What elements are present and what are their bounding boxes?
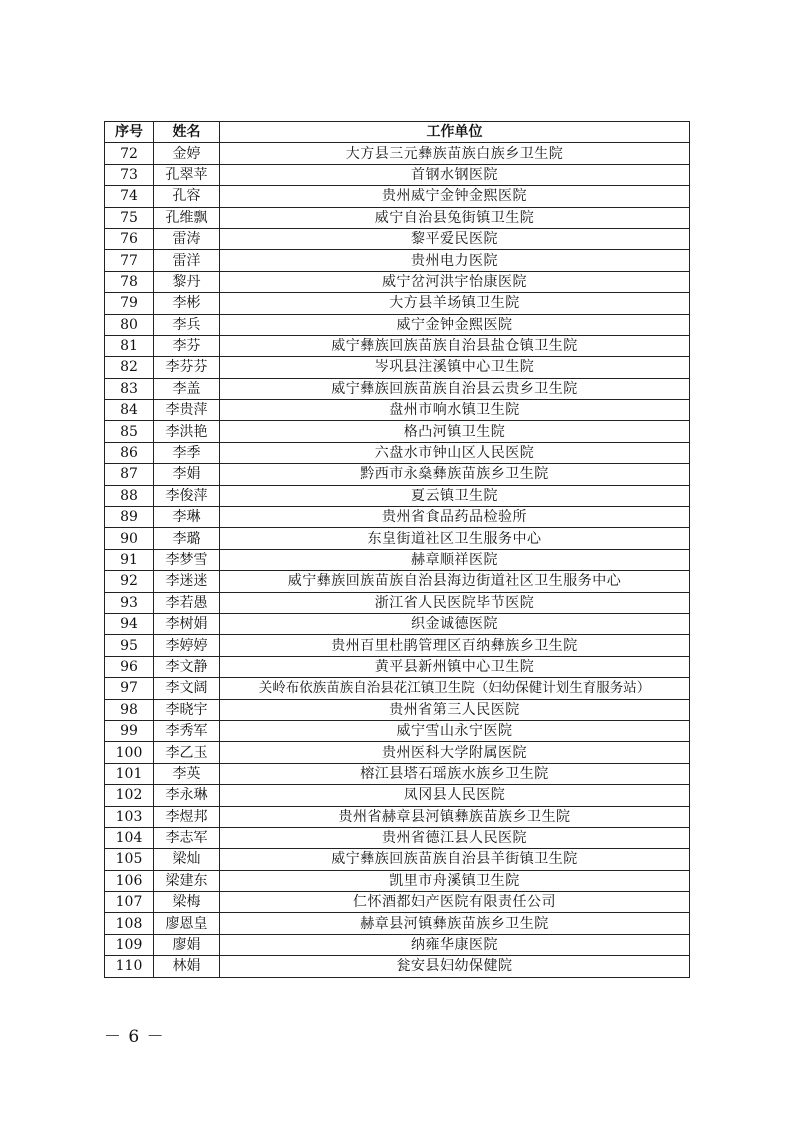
table-row: [105, 400, 690, 421]
row-work-unit: 格凸河镇卫生院: [220, 421, 690, 442]
row-work-unit: 赫章县河镇彝族苗族乡卫生院: [220, 913, 690, 934]
row-work-unit: 威宁彝族回族苗族自治县云贵乡卫生院: [220, 378, 690, 399]
row-name: 孔翠苹: [154, 164, 220, 185]
table-row: [105, 186, 690, 207]
row-name: 李婷婷: [154, 635, 220, 656]
row-name: 李永琳: [154, 785, 220, 806]
row-serial-number: 108: [105, 913, 154, 934]
table-row: [105, 699, 690, 720]
row-work-unit: 浙江省人民医院毕节医院: [220, 592, 690, 613]
header-row: [105, 122, 690, 143]
row-work-unit: 贵州威宁金钟金熙医院: [220, 186, 690, 207]
row-serial-number: 93: [105, 592, 154, 613]
row-work-unit: 首钢水钢医院: [220, 164, 690, 185]
row-name: 李兵: [154, 314, 220, 335]
table-row: [105, 592, 690, 613]
row-work-unit: 黄平县新州镇中心卫生院: [220, 656, 690, 677]
row-work-unit: 威宁彝族回族苗族自治县盐仓镇卫生院: [220, 335, 690, 356]
row-work-unit: 贵州省食品药品检验所: [220, 507, 690, 528]
row-serial-number: 96: [105, 656, 154, 677]
row-serial-number: 78: [105, 271, 154, 292]
row-name: 李盖: [154, 378, 220, 399]
row-name: 李娟: [154, 464, 220, 485]
row-name: 李芬: [154, 335, 220, 356]
row-serial-number: 104: [105, 827, 154, 848]
row-work-unit: 六盘水市钟山区人民医院: [220, 442, 690, 463]
row-work-unit: 凯里市舟溪镇卫生院: [220, 870, 690, 891]
table-row: [105, 485, 690, 506]
row-name: 李煜邦: [154, 806, 220, 827]
row-work-unit: 夏云镇卫生院: [220, 485, 690, 506]
table-row: [105, 335, 690, 356]
row-work-unit: 黎平爱民医院: [220, 228, 690, 249]
row-work-unit: 岑巩县注溪镇中心卫生院: [220, 357, 690, 378]
table-row: [105, 806, 690, 827]
row-name: 李洪艳: [154, 421, 220, 442]
page-number: － 6 －: [104, 1027, 165, 1047]
row-name: 李璐: [154, 528, 220, 549]
row-serial-number: 105: [105, 849, 154, 870]
table-row: [105, 378, 690, 399]
row-work-unit: 凤冈县人民医院: [220, 785, 690, 806]
row-name: 李俊萍: [154, 485, 220, 506]
row-serial-number: 74: [105, 186, 154, 207]
table-row: [105, 421, 690, 442]
row-work-unit: 贵州百里杜鹃管理区百纳彝族乡卫生院: [220, 635, 690, 656]
row-name: 李秀军: [154, 720, 220, 741]
row-serial-number: 110: [105, 956, 154, 977]
header-work-unit: 工作单位: [220, 122, 690, 143]
table-row: [105, 164, 690, 185]
row-serial-number: 80: [105, 314, 154, 335]
table-row: [105, 742, 690, 763]
row-name: 李晓宇: [154, 699, 220, 720]
row-serial-number: 99: [105, 720, 154, 741]
table-row: [105, 228, 690, 249]
row-name: 李乙玉: [154, 742, 220, 763]
row-work-unit: 贵州省赫章县河镇彝族苗族乡卫生院: [220, 806, 690, 827]
table-row: [105, 720, 690, 741]
row-work-unit: 贵州医科大学附属医院: [220, 742, 690, 763]
table-row: [105, 934, 690, 955]
table-row: [105, 763, 690, 784]
row-serial-number: 95: [105, 635, 154, 656]
row-serial-number: 98: [105, 699, 154, 720]
row-name: 雷涛: [154, 228, 220, 249]
row-name: 李季: [154, 442, 220, 463]
row-name: 李文静: [154, 656, 220, 677]
row-work-unit: 威宁雪山永宁医院: [220, 720, 690, 741]
row-name: 梁灿: [154, 849, 220, 870]
header-serial-number: 序号: [105, 122, 154, 143]
row-name: 金婷: [154, 143, 220, 164]
table-row: [105, 549, 690, 570]
table-row: [105, 613, 690, 634]
row-serial-number: 91: [105, 549, 154, 570]
row-serial-number: 109: [105, 934, 154, 955]
row-serial-number: 77: [105, 250, 154, 271]
row-name: 廖恩皇: [154, 913, 220, 934]
row-name: 李贵萍: [154, 400, 220, 421]
row-work-unit: 大方县三元彝族苗族白族乡卫生院: [220, 143, 690, 164]
row-name: 李迷迷: [154, 571, 220, 592]
row-serial-number: 73: [105, 164, 154, 185]
table-row: [105, 207, 690, 228]
row-work-unit: 威宁岔河洪宇怡康医院: [220, 271, 690, 292]
row-serial-number: 107: [105, 892, 154, 913]
row-name: 李若愚: [154, 592, 220, 613]
row-serial-number: 103: [105, 806, 154, 827]
row-name: 李志军: [154, 827, 220, 848]
row-serial-number: 84: [105, 400, 154, 421]
table-row: [105, 870, 690, 891]
table-row: [105, 357, 690, 378]
row-work-unit: 贵州省第三人民医院: [220, 699, 690, 720]
row-name: 李芬芬: [154, 357, 220, 378]
row-serial-number: 102: [105, 785, 154, 806]
row-work-unit: 威宁彝族回族苗族自治县海边街道社区卫生服务中心: [220, 571, 690, 592]
table-row: [105, 507, 690, 528]
row-serial-number: 90: [105, 528, 154, 549]
row-serial-number: 87: [105, 464, 154, 485]
row-name: 李树娟: [154, 613, 220, 634]
row-serial-number: 92: [105, 571, 154, 592]
table-row: [105, 656, 690, 677]
table-row: [105, 571, 690, 592]
table-row: [105, 250, 690, 271]
header-name: 姓名: [154, 122, 220, 143]
table-row: [105, 442, 690, 463]
row-serial-number: 85: [105, 421, 154, 442]
row-name: 李彬: [154, 293, 220, 314]
row-serial-number: 72: [105, 143, 154, 164]
roster-table: [104, 121, 690, 978]
table-row: [105, 956, 690, 977]
row-name: 孔容: [154, 186, 220, 207]
row-serial-number: 81: [105, 335, 154, 356]
row-serial-number: 79: [105, 293, 154, 314]
row-work-unit: 黔西市永燊彝族苗族乡卫生院: [220, 464, 690, 485]
table-row: [105, 827, 690, 848]
row-work-unit: 威宁彝族回族苗族自治县羊街镇卫生院: [220, 849, 690, 870]
row-name: 廖娟: [154, 934, 220, 955]
table-row: [105, 464, 690, 485]
table-row: [105, 892, 690, 913]
row-work-unit: 大方县羊场镇卫生院: [220, 293, 690, 314]
row-serial-number: 82: [105, 357, 154, 378]
row-serial-number: 97: [105, 678, 154, 699]
table-row: [105, 678, 690, 699]
table-row: [105, 849, 690, 870]
table-body: [105, 143, 690, 977]
row-name: 李文阔: [154, 678, 220, 699]
row-work-unit: 贵州电力医院: [220, 250, 690, 271]
row-work-unit: 仁怀酒都妇产医院有限责任公司: [220, 892, 690, 913]
row-serial-number: 100: [105, 742, 154, 763]
row-work-unit: 东皇街道社区卫生服务中心: [220, 528, 690, 549]
table-row: [105, 314, 690, 335]
table-header: [105, 122, 690, 143]
row-serial-number: 89: [105, 507, 154, 528]
row-serial-number: 76: [105, 228, 154, 249]
row-name: 黎丹: [154, 271, 220, 292]
row-name: 李琳: [154, 507, 220, 528]
row-serial-number: 75: [105, 207, 154, 228]
row-name: 林娟: [154, 956, 220, 977]
row-work-unit: 织金诚德医院: [220, 613, 690, 634]
table-row: [105, 143, 690, 164]
row-work-unit: 榕江县塔石瑶族水族乡卫生院: [220, 763, 690, 784]
table-row: [105, 635, 690, 656]
row-serial-number: 86: [105, 442, 154, 463]
table-row: [105, 528, 690, 549]
row-name: 孔维飘: [154, 207, 220, 228]
row-name: 李英: [154, 763, 220, 784]
row-name: 梁梅: [154, 892, 220, 913]
row-work-unit: 赫章顺祥医院: [220, 549, 690, 570]
row-work-unit: 贵州省德江县人民医院: [220, 827, 690, 848]
row-work-unit: 纳雍华康医院: [220, 934, 690, 955]
row-work-unit: 瓮安县妇幼保健院: [220, 956, 690, 977]
row-work-unit: 威宁金钟金熙医院: [220, 314, 690, 335]
row-name: 李梦雪: [154, 549, 220, 570]
row-name: 梁建东: [154, 870, 220, 891]
table-row: [105, 785, 690, 806]
row-serial-number: 106: [105, 870, 154, 891]
row-work-unit: 威宁自治县兔街镇卫生院: [220, 207, 690, 228]
row-serial-number: 83: [105, 378, 154, 399]
table-row: [105, 271, 690, 292]
row-serial-number: 101: [105, 763, 154, 784]
row-serial-number: 94: [105, 613, 154, 634]
row-work-unit: 关岭布依族苗族自治县花江镇卫生院（妇幼保健计划生育服务站）: [220, 678, 690, 699]
table-row: [105, 913, 690, 934]
table-row: [105, 293, 690, 314]
row-name: 雷洋: [154, 250, 220, 271]
row-serial-number: 88: [105, 485, 154, 506]
row-work-unit: 盘州市响水镇卫生院: [220, 400, 690, 421]
